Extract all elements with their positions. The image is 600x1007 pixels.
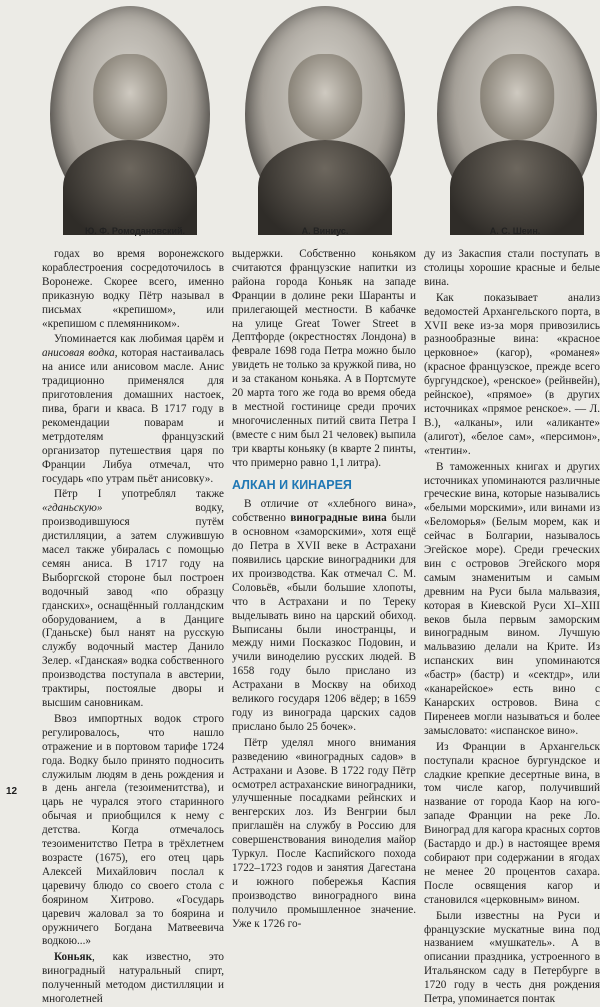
- text-run: , как известно, это виноградный натуральный спирт, полученный методом дистилляции и многолетней: [42, 951, 224, 1006]
- text-run-bold: виноградные вина: [290, 512, 387, 525]
- portrait-body: [63, 140, 197, 235]
- text-column-3: [424, 248, 600, 1006]
- text-run: Пётр I употреблял также: [54, 488, 224, 501]
- portrait-head: [288, 54, 362, 140]
- portrait-body: [450, 140, 584, 235]
- portrait-body: [258, 140, 392, 235]
- paragraph: [42, 951, 224, 1007]
- paragraph: Пётр уделял много внимания разведению «виноградных садов» в Астрахани и Азове. В 1722 году Пётр осмотрел астраханские виноградники, улучшенные посадками рейнских и венгерских лоз. Из Венгрии был приглашён на службу в Россию для совершенствования виноделия майор Туркул. После Каспийского похода 1722–1723 годов и занятия Дагестана и южного побережья Каспия производство виноградного вина получило промышленное значение. Уже к 1726 го-: [232, 736, 416, 930]
- text-column-2: [232, 248, 416, 930]
- text-run-italic: «гданьскую»: [42, 502, 103, 515]
- text-run-bold: Коньяк: [54, 951, 93, 964]
- paragraph: Ввоз импортных водок строго регулировалось, что нашло отражение и в портовом тарифе 1724 года. Водку было принято подносить служилым людям в день рождения и в день ангела (тезоименитства), и царь не чурался этого старинного обычая и приобщился к нему с детства. Когда отмечалось тезоименитство Петра в трёхлетнем возрасте (1675), его отец царь Алексей Михайлович послал к царевичу блюдо со своего стола с боярином Хитрово. «Государь царевич жаловал за то боярина и оружничего Богдана Матвеевича водкою...»: [42, 712, 224, 948]
- paragraph: ду из Закаспия стали поступать в столицы хорошие красные и белые вина.: [424, 248, 600, 288]
- text-run: , которая настаивалась на анисе или анисовом масле. Анис традиционно применялся для приготовления домашних настоек, пива, браги и кваса. В 1717 году в рекомендации поварам и метрдотелям французский организатор путешествия царя по Франции Либуа отмечал, что государь «по утрам пьёт анисовку».: [42, 347, 224, 485]
- portrait-head: [93, 54, 167, 140]
- page-number: 12: [6, 786, 18, 797]
- paragraph: Как показывает анализ ведомостей Архангельского порта, в XVII веке из-за моря привозились разнообразные вина: «красное церковное» (кагор), «романея» (красное французское, прежде всего бургундское), «ренское» (рейнвейн), рейнское), «прямое» (в других источниках «прямое ренское». — Л. В.), «алканы», или «аликанте» (алигот), «белое сам», «персимон», «тентин».: [424, 291, 600, 457]
- caption-shein: А. С. Шеин.: [489, 226, 541, 236]
- text-run: Упоминается как любимая царём и: [54, 333, 224, 346]
- portrait-shein: [437, 6, 597, 222]
- text-run-italic: анисовая водка: [42, 347, 115, 360]
- paragraph: В таможенных книгах и других источниках упоминаются различные греческие вина, которые назывались «белыми морскими», или винами из «Беломорья» (Белым морем, как и сейчас в Болгарии, называлось Эгейское море). Среди греческих вин с островов Эгейского моря самым знаменитым и самым древним на Руси была мальвазия, которая в Киевской Руси XI–XIII веков была первым заморским виноградным вином. Лучшую мальвазию делали на Крите. Из испанских вин упоминаются «бастр» (бастр) и «сектдр», или «канарейское» есть вино с Канарских островов. Вина с Пиренеев могли называться и более замысловато: «испанское вино».: [424, 460, 600, 737]
- text-run: были в основном «заморскими», хотя ещё до Петра в XVII веке в Астрахани появились царские виноградники для их производства. Как отмечал С. М. Соловьёв, «были большие хлопоты, что в Астрахани и по Тереку выделывать вино на царский обиход. Выписаны были иностранцы, и между ними Посказкос Подовин, и учили виноделию русских людей. В 1658 году было прислано из Астрахани в Москву на обиход великого государя 1206 вёдер; в 1659 году из винограда царских садов прислано было 25 бочек».: [232, 512, 416, 733]
- caption-vinius: А. Виниус.: [301, 226, 349, 236]
- paragraph: выдержки. Собственно коньяком считаются французские напитки из района города Коньяк на западе Франции в долине реки Шаранты и прилегающей местности. В кабачке на улице Great Tower Street в Дептфорде (окрестностях Лондона) в феврале 1698 года Петра можно было увидеть не только за кружкой пива, но и за стаканом коньяка. А в Портсмуте 20 марта того же года во время обеда в местной гостинице среди прочих многочисленных питий свита Петра I (вместе с ним был 21 человек) выпила три кварты коньяку (в кварте 2 пинты, что примерно равно 1,1 литра).: [232, 248, 416, 469]
- text-column-1: [42, 248, 224, 1006]
- paragraph: [232, 498, 416, 734]
- paragraph: [42, 333, 224, 486]
- paragraph: Были известны на Руси и французские мускатные вина под названием «мушкатель». А в описании праздника, устроенного в Итальянском саду в Петербурге в 1720 году в честь дня рождения Петра, упоминается понтак: [424, 909, 600, 1006]
- section-heading: АЛКАН И КИНАРЕЯ: [232, 477, 352, 492]
- portrait-romodanovsky: [50, 6, 210, 222]
- paragraph: Из Франции в Архангельск поступали красное бургундское и сладкие крепкие десертные вина, в том числе кагор, получивший название от города Каор на юго-западе Франции на реке Ло. Виноград для кагора красных сортов (Бастардо и др.) в настоящее время собирают при содержании в ягодах не менее 20 процентов сахара. После освящения кагор и становился «церковным» вином.: [424, 740, 600, 906]
- portrait-head: [480, 54, 554, 140]
- text-run: В отличие от «хлебного вина», собственно: [232, 498, 416, 525]
- paragraph: [42, 488, 224, 711]
- caption-romodanovsky: Ю. Ф. Ромодановский.: [84, 226, 186, 236]
- text-run: водку, производившуюся путём дистилляции, а затем служившую масел также убиралась с помощью семян аниса. В 1717 году на Выборгской стороне был построен водочный завод «по образцу гданских», оснащённый голландским оборудованием, а в Данциге (Гданьске) был нанят на русскую службу водочный мастер Данило Зелер. «Гданская» водка собственного производства поступала в австерии, трактиры, постоялые дворы и высшим сановникам.: [42, 502, 224, 709]
- portrait-vinius: [245, 6, 405, 222]
- paragraph: годах во время воронежского кораблестроения сосредоточилось в Воронеже. Скорее всего, именно приказную водку Пётр называл в письмах «крепишом», или «крепишом с племянником».: [42, 248, 224, 330]
